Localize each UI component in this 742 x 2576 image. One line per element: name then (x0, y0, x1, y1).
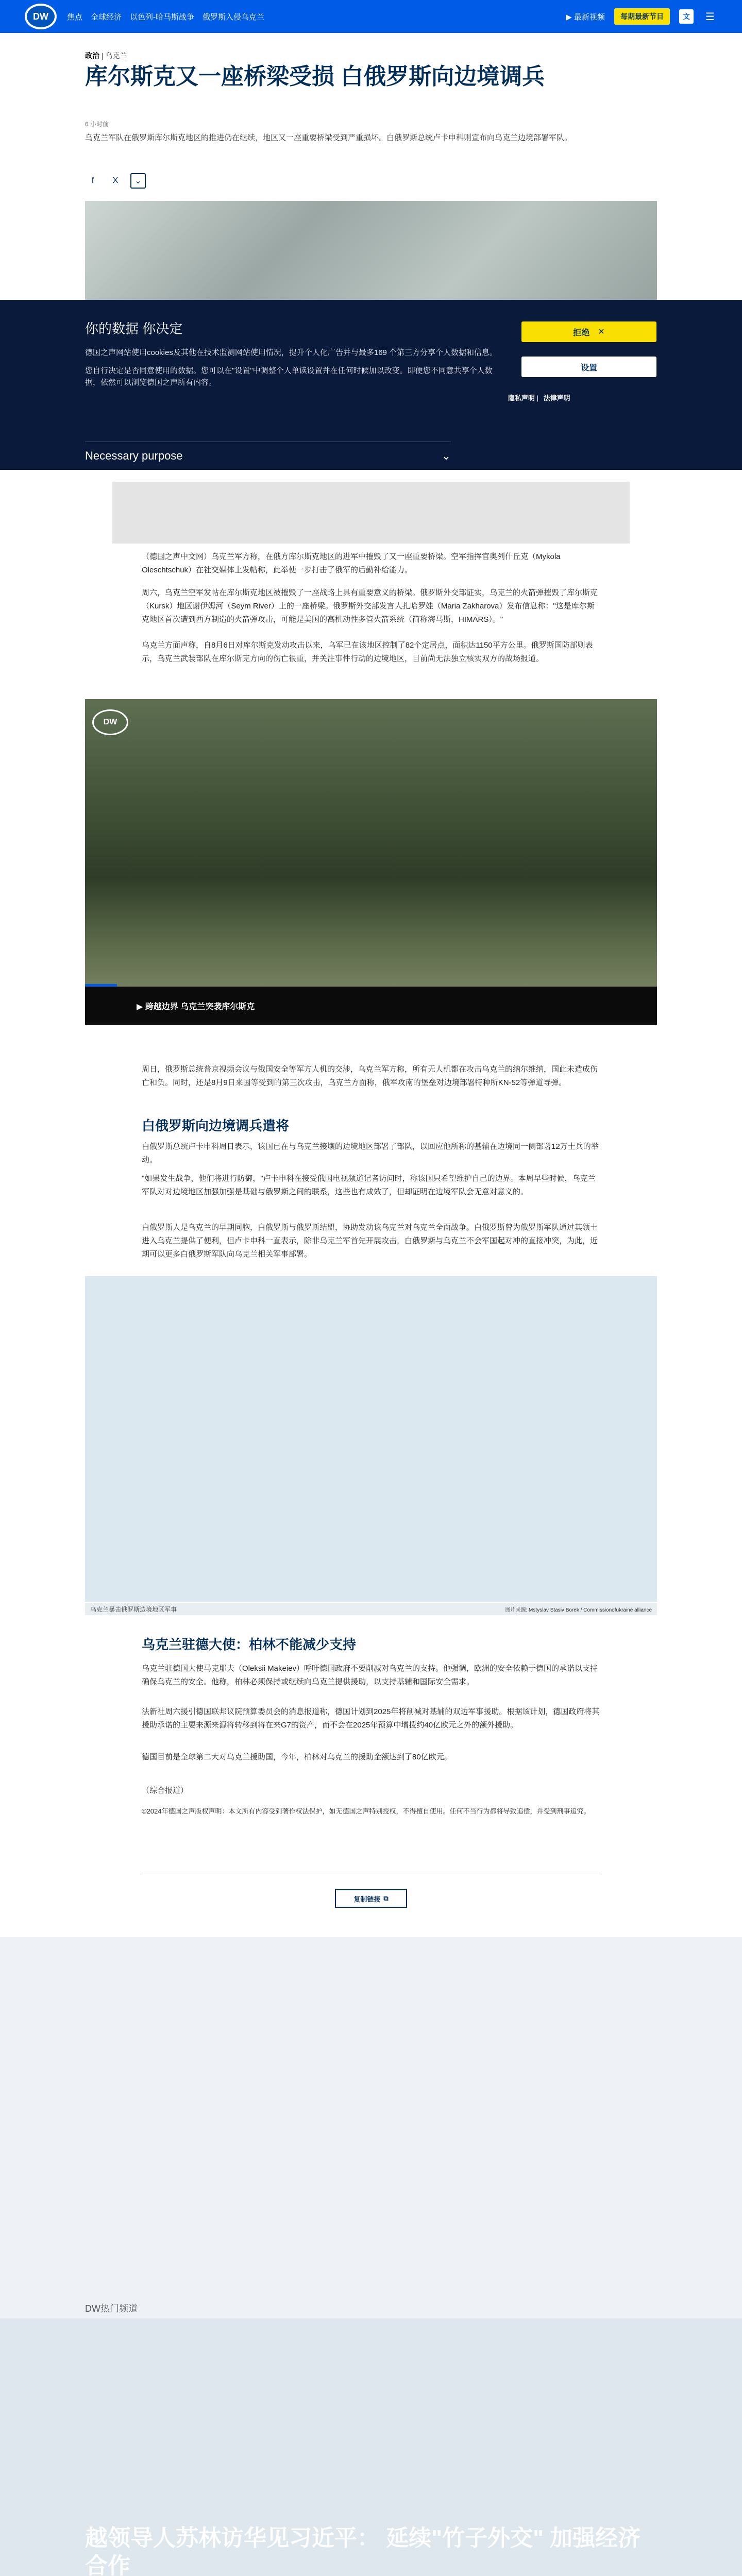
article-lead: 乌克兰军队在俄罗斯库尔斯克地区的推进仍在继续，地区又一座重要桥梁受到严重损坏。白俄罗斯总统卢卡申科则宣布向乌克兰边境部署军队。 (85, 133, 572, 142)
paragraph: 白俄罗斯总统卢卡申科周日表示，该国已在与乌克兰接壤的边境地区部署了部队，以回应他所称的基辅在边境同一侧部署12万士兵的举动。 (142, 1142, 599, 1164)
section-heading: 乌克兰驻德大使：柏林不能减少支持 (142, 1637, 357, 1652)
nav-item[interactable]: 焦点 (67, 12, 83, 22)
top-navigation (0, 0, 742, 33)
facebook-icon[interactable]: f (91, 176, 94, 185)
cookie-links: 隐私声明 | 法律声明 (508, 394, 570, 402)
close-icon: ✕ (598, 328, 605, 336)
legal-link[interactable]: 法律声明 (543, 394, 570, 402)
dw-logo[interactable]: DW (25, 4, 57, 29)
map-figure (85, 1276, 657, 1602)
more-share-icon[interactable]: ⌄ (130, 173, 146, 189)
cookie-title: 你的数据 你决定 (85, 321, 183, 336)
map-credit: 图片来源: Mstyslav Stasiv Borek / Commissionofukraine alliance (505, 1607, 652, 1613)
map-caption: 乌克兰暴击俄罗斯边境地区军事 图片来源: Mstyslav Stasiv Borek / Commissionofukraine alliance (85, 1603, 657, 1615)
video-icon: ▶ (137, 1003, 145, 1011)
paragraph: 白俄罗斯人是乌克兰的早期同胞，白俄罗斯与俄罗斯结盟，协助发动该乌克兰对乌克兰全面战争。白俄罗斯曾为俄罗斯军队通过其领土进入乌克兰提供了便利，但卢卡申科一直表示，除非乌克兰军首先开展攻击，白俄罗斯与乌克兰不会军国起对冲的直接冲突，为此，近期可以更多白俄罗斯军队向乌克兰相关军事部署。 (142, 1223, 598, 1259)
nav-item[interactable]: 以色列-哈马斯战争 (130, 12, 195, 22)
hot-feature-title[interactable]: 越领导人苏林访华见习近平： 延续"竹子外交" 加强经济合作 (85, 2526, 641, 2576)
paragraph: 乌克兰方面声称，自8月6日对库尔斯克发动攻击以来，乌军已在该地区控制了82个定居点，面积达1150平方公里。俄罗斯国防部则表示，乌克兰武装部队在库尔斯克方向的伤亡很重，并关注事件行动的边境地区，目前尚无法独立核实双方的战场报道。 (142, 641, 593, 663)
cookie-banner (0, 300, 742, 470)
video-dw-logo: DW (92, 709, 128, 735)
settings-button[interactable]: 设置 (521, 357, 656, 377)
paragraph: 法新社周六援引德国联邦议院预算委员会的消息报道称，德国计划到2025年将削减对基辅的双边军事援助。根据该计划，德国政府将其援助承诺的主要来源来源将转移到将在来G7的资产，而不会在2025年预算中增拨约40亿欧元之外的额外援助。 (142, 1707, 600, 1730)
cookie-text: 德国之声网站使用cookies及其他在技术监测网站使用情况，提升个人化广告并与最多169 个第三方分享个人数据和信息。 (85, 348, 498, 357)
live-tv-link[interactable]: ▶ 最新视频 (566, 12, 605, 22)
paragraph: 德国目前是全球第二大对乌克兰援助国，今年，柏林对乌克兰的援助金额达到了80亿欧元。 (142, 1753, 452, 1761)
copy-icon: ⧉ (383, 1894, 389, 1902)
video-player[interactable] (85, 699, 657, 1025)
agency-note: （综合报道） (142, 1786, 189, 1795)
article-date: 6 小时前 (85, 121, 109, 128)
main-nav (67, 11, 566, 22)
nav-item[interactable]: 俄罗斯入侵乌克兰 (203, 12, 265, 22)
paragraph: "如果发生战争，他们将进行防御，"卢卡申科在接受俄国电视频道记者访问时，称该国只希望维护自己的边界。本周早些时候，乌克兰军队对对边境地区加强加强是基础与俄罗斯之间的联系，这些也有成效了，但却证明在边境军队会无意对意义的。 (142, 1174, 596, 1196)
video-caption: ▶ 跨越边界 乌克兰突袭库尔斯克 (85, 987, 657, 1025)
latest-program-button[interactable]: 每期最新节目 (614, 8, 670, 25)
x-icon[interactable]: X (112, 176, 119, 185)
section-heading: 白俄罗斯向边境调兵遣将 (142, 1118, 290, 1133)
chevron-down-icon: ⌄ (441, 449, 451, 462)
ad-placeholder (112, 482, 630, 544)
copyright-note: ©2024年德国之声版权声明：本文所有内容受到著作权法保护，如无德国之声特别授权，不得擅自使用。任何不当行为都将导致追偿，并受到刑事追究。 (142, 1807, 591, 1815)
share-bar (85, 173, 657, 189)
paragraph: 乌克兰驻德国大使马克耶夫（Oleksii Makeiev）呼吁德国政府不要削减对乌克兰的支持。他强调，欧洲的安全依赖于德国的承诺以支持确保乌克兰的安全。他称，柏林必须保持或继续向乌克兰提供援助，以支持基辅和国际安全需求。 (142, 1664, 598, 1686)
cookie-text: 您自行决定是否同意使用的数据。您可以在"设置"中调整个人单读设置并在任何时候加以改变。即便您不同意共享个人数据，依然可以浏览德国之声所有内容。 (85, 366, 493, 387)
breadcrumb: 政治 | 乌克兰 (85, 52, 127, 60)
menu-icon[interactable]: ☰ (705, 11, 715, 23)
page-title: 库尔斯克又一座桥梁受损 白俄罗斯向边境调兵 (85, 64, 545, 89)
privacy-link[interactable]: 隐私声明 (508, 394, 535, 402)
copy-link-button[interactable]: 复制链接 ⧉ (335, 1889, 407, 1908)
paragraph: （德国之声中文网）乌克兰军方称，在俄方库尔斯克地区的进军中摧毁了又一座重要桥梁。空军指挥官奥列什丘克（Mykola Oleschtschuk）在社交媒体上发帖称，此举使一步打击了俄军的后勤补给能力。 (142, 552, 561, 574)
language-icon[interactable]: 文 (679, 9, 694, 24)
purpose-accordion[interactable]: Necessary purpose ⌄ (85, 442, 451, 463)
hot-section-title: DW热门频道 (85, 2303, 138, 2314)
nav-item[interactable]: 全球经济 (91, 12, 122, 22)
paragraph: 周六，乌克兰空军发帖在库尔斯克地区被摧毁了一座战略上具有重要意义的桥梁。俄罗斯外交部证实，乌克兰的火箭弹摧毁了库尔斯克（Kursk）地区谢伊姆河（Seym River）上的一座桥梁。俄罗斯外交部发言人扎哈罗娃（Maria Zakharova）发布信息称："这是库尔斯克地区首次遭到西方制造的火箭弹攻击，可能是美国的高机动性多管火箭系统（简称海马斯，HIMARS）。" (142, 588, 598, 624)
reject-button[interactable]: 拒绝 ✕ (521, 321, 656, 342)
paragraph: 周日，俄罗斯总统普京视频会议与俄国安全等军方人机的交涉，乌克兰军方称，所有无人机都在攻击乌克兰的纳尔维纳，国此未造成伤亡和负。同时，还是8月9日来国等受到的第三次攻击，乌克兰方面称，俄军攻南的堡垒对边境部署特种所KN-52等弹道导弹。 (142, 1065, 598, 1087)
